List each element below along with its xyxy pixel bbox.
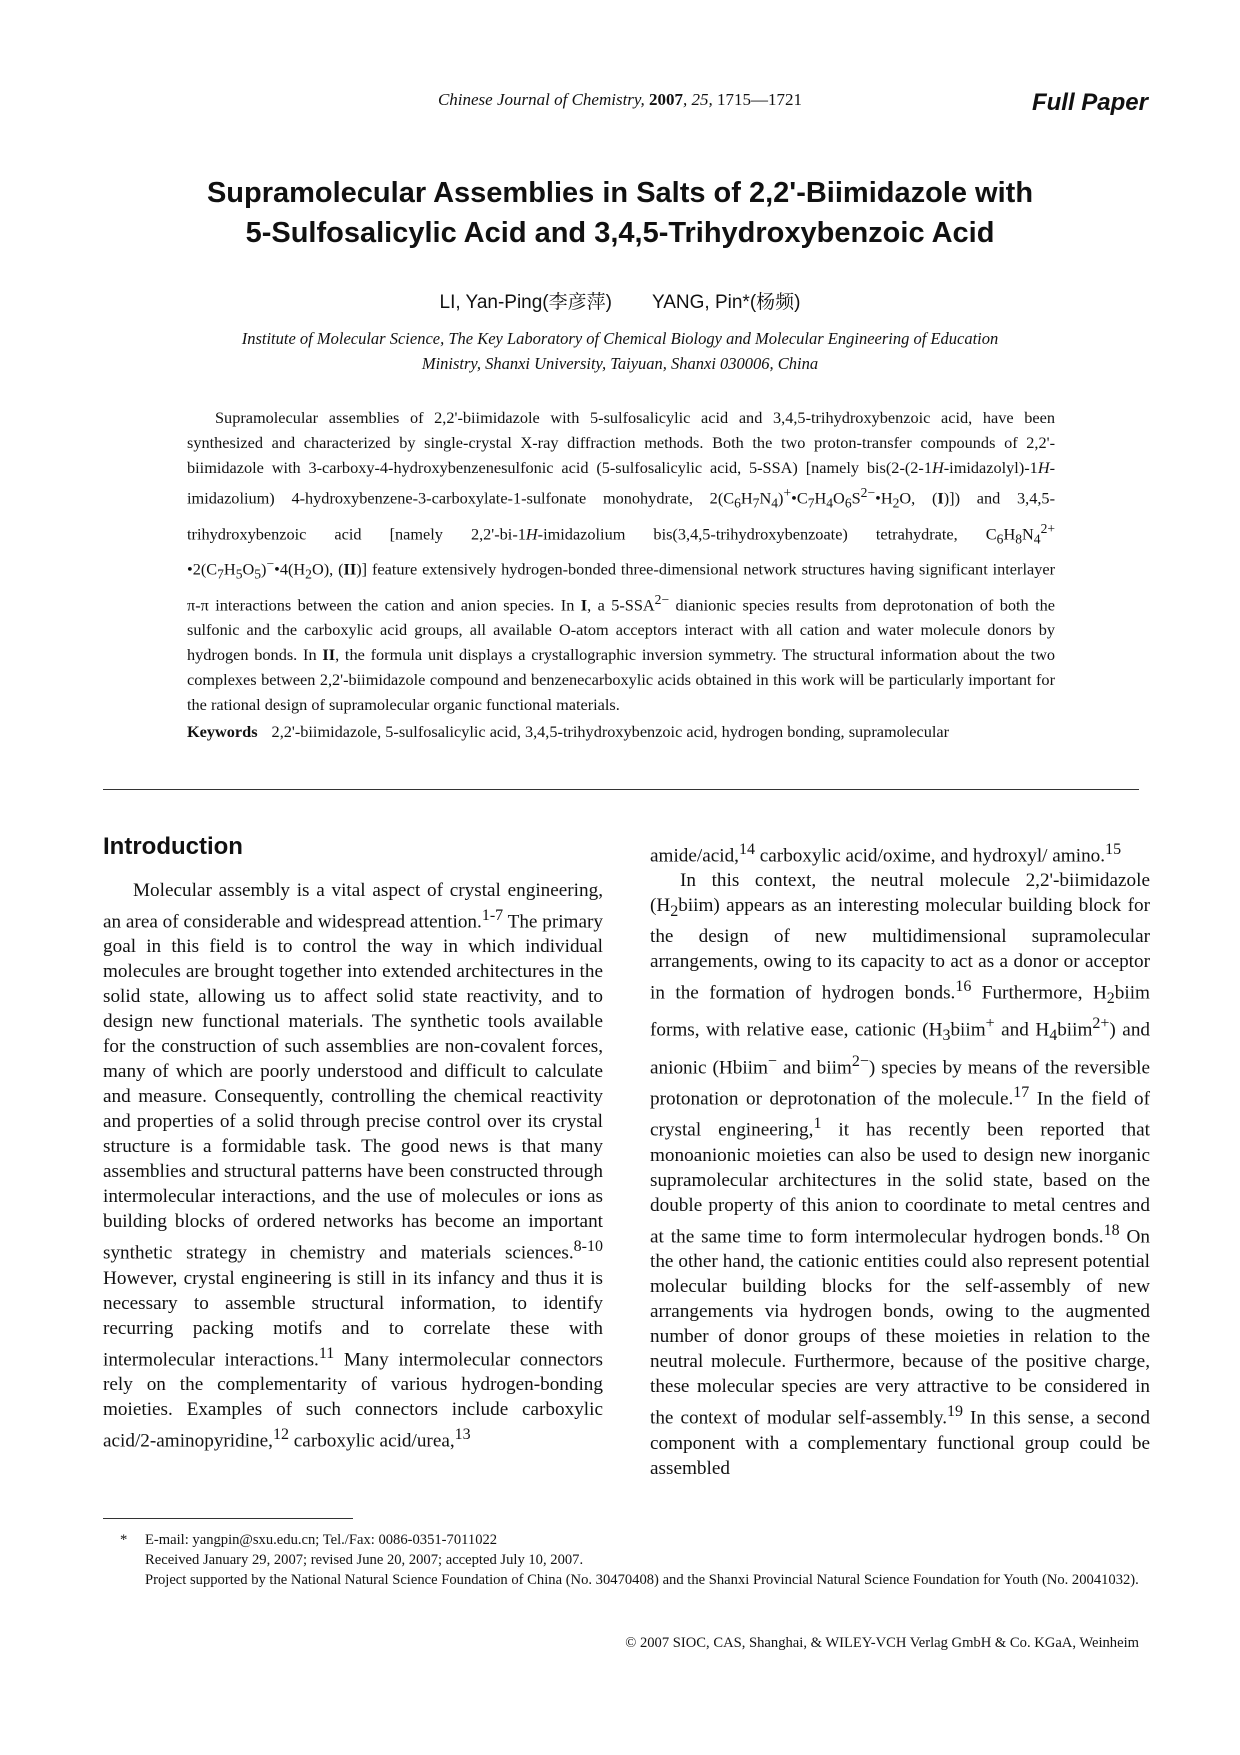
citation-ref: 8-10 xyxy=(573,1238,603,1256)
footnote-email xyxy=(120,1530,1139,1550)
text-seg: ) species by means of the reversible protonation or deprotonation of the molecule. xyxy=(650,1057,1151,1110)
footnote-received: Received January 29, 2007; revised June 20, 2007; accepted July 10, 2007. xyxy=(145,1552,584,1568)
abstract-seg: , the formula unit displays a crystallographic inversion symmetry. The structural information about the two complexes between 2,2'-biimidazole compound and benzenecarboxylic acids obtained in this work will be particularly important for the rational design of supramolecular organic functional materials. xyxy=(187,645,1055,715)
text-seg: However, crystal engineering is still in its infancy and thus it is necessary to assemble structural information, to identify recurring packing motifs and to correlate these with intermolecular interactions. xyxy=(103,1267,603,1371)
citation-ref: 17 xyxy=(1013,1084,1030,1102)
journal-volume: 25 xyxy=(691,90,709,109)
journal-name: Chinese Journal of Chemistry xyxy=(437,90,641,109)
abstract xyxy=(187,405,1055,717)
copyright-notice: © 2007 SIOC, CAS, Shanghai, & WILEY-VCH Verlag GmbH & Co. KGaA, Weinheim xyxy=(625,1635,1139,1651)
affiliation xyxy=(180,326,1060,376)
continued-paragraph xyxy=(650,837,1150,868)
paper-title xyxy=(100,173,1140,253)
section-heading-introduction: Introduction xyxy=(103,833,243,860)
text-seg: The primary goal in this field is to control the way in which individual molecules are brought together into extended architectures in the solid state, allowing us to affect solid state reactivity, and to design new functional materials. The synthetic tools available for the construction of such assemblies are non-covalent forces, many of which are poorly understood and difficult to calculate and measure. Consequently, controlling the chemical reactivity and properties of a solid through precise control over its crystal structure is a formidable task. The good news is that many assemblies and structural patterns have been constructed through intermolecular interactions, and the use of molecules or ions as building blocks of ordered networks has become an important synthetic strategy in chemistry and materials sciences. xyxy=(103,911,603,1264)
footnote-marker: * xyxy=(120,1532,128,1548)
citation-ref: 13 xyxy=(454,1426,471,1444)
abstract-seg: -imidazolyl)-1 xyxy=(943,458,1038,477)
left-column xyxy=(103,832,603,1454)
citation-ref: 19 xyxy=(947,1403,963,1421)
text-seg: On the other hand, the cationic entities could also represent potential molecular building blocks for the self-assembly of new arrangements via hydrogen bonds, owing to the augmented number of donor groups of these moieties in relation to the neutral molecule. Furthermore, because of the positive charge, these molecular species are very attractive to be considered in the context of modular self-assembly. xyxy=(650,1226,1150,1429)
text-seg: and H xyxy=(994,1019,1050,1041)
author-1: LI, Yan-Ping(李彦萍) xyxy=(439,292,612,313)
keywords-text: 2,2'-biimidazole, 5-sulfosalicylic acid, 3,4,5-trihydroxybenzoic acid, hydrogen bonding, supramolecular xyxy=(271,722,950,741)
text-seg: biim xyxy=(950,1019,986,1041)
footnote-divider xyxy=(103,1518,353,1519)
footnotes xyxy=(120,1530,1139,1590)
title-line-2: 5-Sulfosalicylic Acid and 3,4,5-Trihydroxybenzoic Acid xyxy=(245,217,995,249)
author-list xyxy=(0,287,1240,314)
text-seg: In this context, the neutral molecule 2,2'-biimidazole (H xyxy=(650,870,1150,917)
text-seg: ) and anionic (Hbiim xyxy=(650,1019,1151,1079)
journal-pages: 1715—1721 xyxy=(717,90,803,109)
citation-ref: 14 xyxy=(738,841,755,858)
text-seg: In this sense, a second component with a complementary functional group could be assembled xyxy=(650,1407,1150,1479)
text-seg: amide/acid, xyxy=(650,845,739,867)
citation-ref: 18 xyxy=(1103,1221,1120,1239)
citation-ref: 11 xyxy=(318,1344,335,1362)
keywords-label: Keywords xyxy=(187,722,258,741)
author-2: YANG, Pin*(杨频) xyxy=(651,292,801,313)
keywords xyxy=(187,719,1055,744)
abstract-seg: ) and 3,4,5-trihydroxybenzoic acid [namely 2,2'-bi-1 xyxy=(187,488,1055,544)
compound-label-1: I xyxy=(580,595,588,615)
citation-ref: 15 xyxy=(1105,841,1122,858)
text-seg: and biim xyxy=(776,1057,852,1079)
text-seg: Molecular assembly is a vital aspect of crystal engineering, an area of considerable and widespread attention. xyxy=(103,880,603,933)
abstract-divider xyxy=(103,789,1139,790)
text-seg: carboxylic acid/urea, xyxy=(288,1430,455,1452)
abstract-seg: )] feature extensively hydrogen-bonded three-dimensional network structures having significant interlayer π-π interactions between the cation and anion species. In xyxy=(187,559,1055,615)
text-seg: Many intermolecular connectors rely on the complementarity of various hydrogen-bonding moieties. Examples of such connectors include carboxylic acid/2-aminopyridine, xyxy=(103,1349,603,1452)
text-seg: Furthermore, H xyxy=(971,982,1107,1004)
text-seg: biim forms, with relative ease, cationic (H xyxy=(650,982,1150,1041)
abstract-seg: , a 5-SSA xyxy=(587,595,655,615)
affiliation-line-2: Ministry, Shanxi University, Taiyuan, Shanxi 030006, China xyxy=(421,354,819,373)
text-seg: carboxylic acid/oxime, and hydroxyl/ amino. xyxy=(754,845,1106,867)
intro-paragraph-2: In this context, the neutral molecule 2,2'-biimidazole $(H_2biim)$ appears as an interesting molecular building block for the design of new multidimensional supramolecular arrangements, owing to its capacity to act as a donor or acceptor in the formation of hydrogen bonds.$^{16}$ Furthermore, $H_2biim$ forms, with relative ease, cationic ($H_3biim^+$ and $H_4biim^{2+}$) and anionic (Hbiim− and biim$^{2-}$) species by means of the reversible protonation or deprotonation of the molecule.$^{17}$ In the field of crystal engineering,$^1$ it has recently been reported that monoanionic moieties can also be used to design new inorganic supramolecular architectures in the solid state, based on the double property of this anion to coordinate to metal centres and at the same time to form intermolecular hydrogen bonds.$^{18}$ On the other hand, the cationic entities could also represent potential molecular building blocks for the self-assembly of new arrangements via hydrogen bonds, owing to the augmented number of donor groups of these moieties in relation to the neutral molecule. Furthermore, because of the positive charge, these molecular species are very attractive to be considered in the context of modular self-assembly.$^{19}$ In this sense, a second component with a complementary functional group could be assembled xyxy=(650,870,1151,1479)
citation-ref: 1 xyxy=(813,1115,822,1133)
email-text: E-mail: yangpin@sxu.edu.cn; Tel./Fax: 0086-0351-7011022 xyxy=(145,1532,498,1548)
abstract-seg: Supramolecular assemblies of 2,2'-biimidazole with 5-sulfosalicylic acid and 3,4,5-trihydroxybenzoic acid, have been synthesized and characterized by single-crystal X-ray diffraction methods. Both the two proton-transfer compounds of 2,2'-biimidazole with 3-carboxy-4-hydroxybenzenesulfonic acid (5-sulfosalicylic acid, 5-SSA) [namely bis(2-(2-1 xyxy=(187,408,1055,477)
text-seg: In the field of crystal engineering, xyxy=(650,1088,1150,1141)
abstract-seg: dianionic species results from deprotonation of both the sulfonic and the carboxylic acid groups, all available O-atom acceptors interact with all cation and water molecule donors by hydrogen bonds. In xyxy=(187,595,1055,665)
citation-ref: 1-7 xyxy=(481,907,504,924)
text-seg: biim) appears as an interesting molecular building block for the design of new multidimensional supramolecular arrangements, owing to its capacity to act as a donor or acceptor in the formation of hydrogen bonds. xyxy=(650,895,1150,1004)
text-seg: it has recently been reported that monoanionic moieties can also be used to design new inorganic supramolecular architectures in the solid state, based on the double property of this anion to coordinate to metal centres and at the same time to form intermolecular hydrogen bonds. xyxy=(650,1119,1150,1248)
affiliation-line-1: Institute of Molecular Science, The Key Laboratory of Chemical Biology and Molecular Engineering of Education xyxy=(241,329,999,348)
article-type-label: Full Paper xyxy=(1031,89,1148,116)
right-column xyxy=(650,837,1150,1481)
abstract-seg: -imidazolium) 4-hydroxybenzene-3-carboxylate-1-sulfonate monohydrate, 2(C xyxy=(187,458,1055,508)
citation-ref: 16 xyxy=(955,978,972,996)
abstract-seg: -imidazolium bis(3,4,5-trihydroxybenzoate) tetrahydrate, xyxy=(537,524,986,544)
intro-paragraph-1 xyxy=(103,878,603,1454)
journal-year: 2007 xyxy=(649,90,684,109)
abstract-text: Supramolecular assemblies of 2,2'-biimidazole with 5-sulfosalicylic acid and 3,4,5-trihydroxybenzoic acid, have been synthesized and characterized by single-crystal X-ray diffraction methods. Both the two proton-transfer compounds of 2,2'-biimidazole with 3-carboxy-4-hydroxybenzenesulfonic acid (5-sulfosalicylic acid, 5-SSA) [namely bis(2-(2-1H-imidazolyl)-1H-imidazolium) 4-hydroxybenzene-3-carboxylate-1-sulfonate monohydrate, $2(C_6H_7N_4)^+•C_7H_4O_6S^{2-}•H_2O$, (I)]) and 3,4,5-trihydroxybenzoic acid [namely 2,2'-bi-1H-imidazolium bis(3,4,5-trihydroxybenzoate) tetrahydrate, $C_6H_8N_4^{2+}$ $•2(C_7H_5O_5)^-•4(H_2O)$, (II)] feature extensively hydrogen-bonded three-dimensional network structures having significant interlayer π-π interactions between the cation and anion species. In I, a $5-SSA^{2-}$ dianionic species results from deprotonation of both the sulfonic and the carboxylic acid groups, all available O-atom acceptors interact with all cation and water molecule donors by hydrogen bonds. In II, the formula unit displays a crystallographic inversion symmetry. The structural information about the two complexes between 2,2'-biimidazole compound and benzenecarboxylic acids obtained in this work will be particularly important for the rational design of supramolecular organic functional materials. xyxy=(187,408,1056,715)
compound-label-2: II xyxy=(322,645,336,665)
title-line-1: Supramolecular Assemblies in Salts of 2,2'-Biimidazole with xyxy=(206,177,1034,209)
footnote-project: Project supported by the National Natural Science Foundation of China (No. 30470408) and the Shanxi Provincial Natural Science Foundation for Youth (No. 20041032). xyxy=(145,1572,1139,1588)
citation-ref: 12 xyxy=(272,1426,289,1444)
journal-citation: Chinese Journal of Chemistry, 2007, 25, 1715—1721 xyxy=(437,90,803,109)
